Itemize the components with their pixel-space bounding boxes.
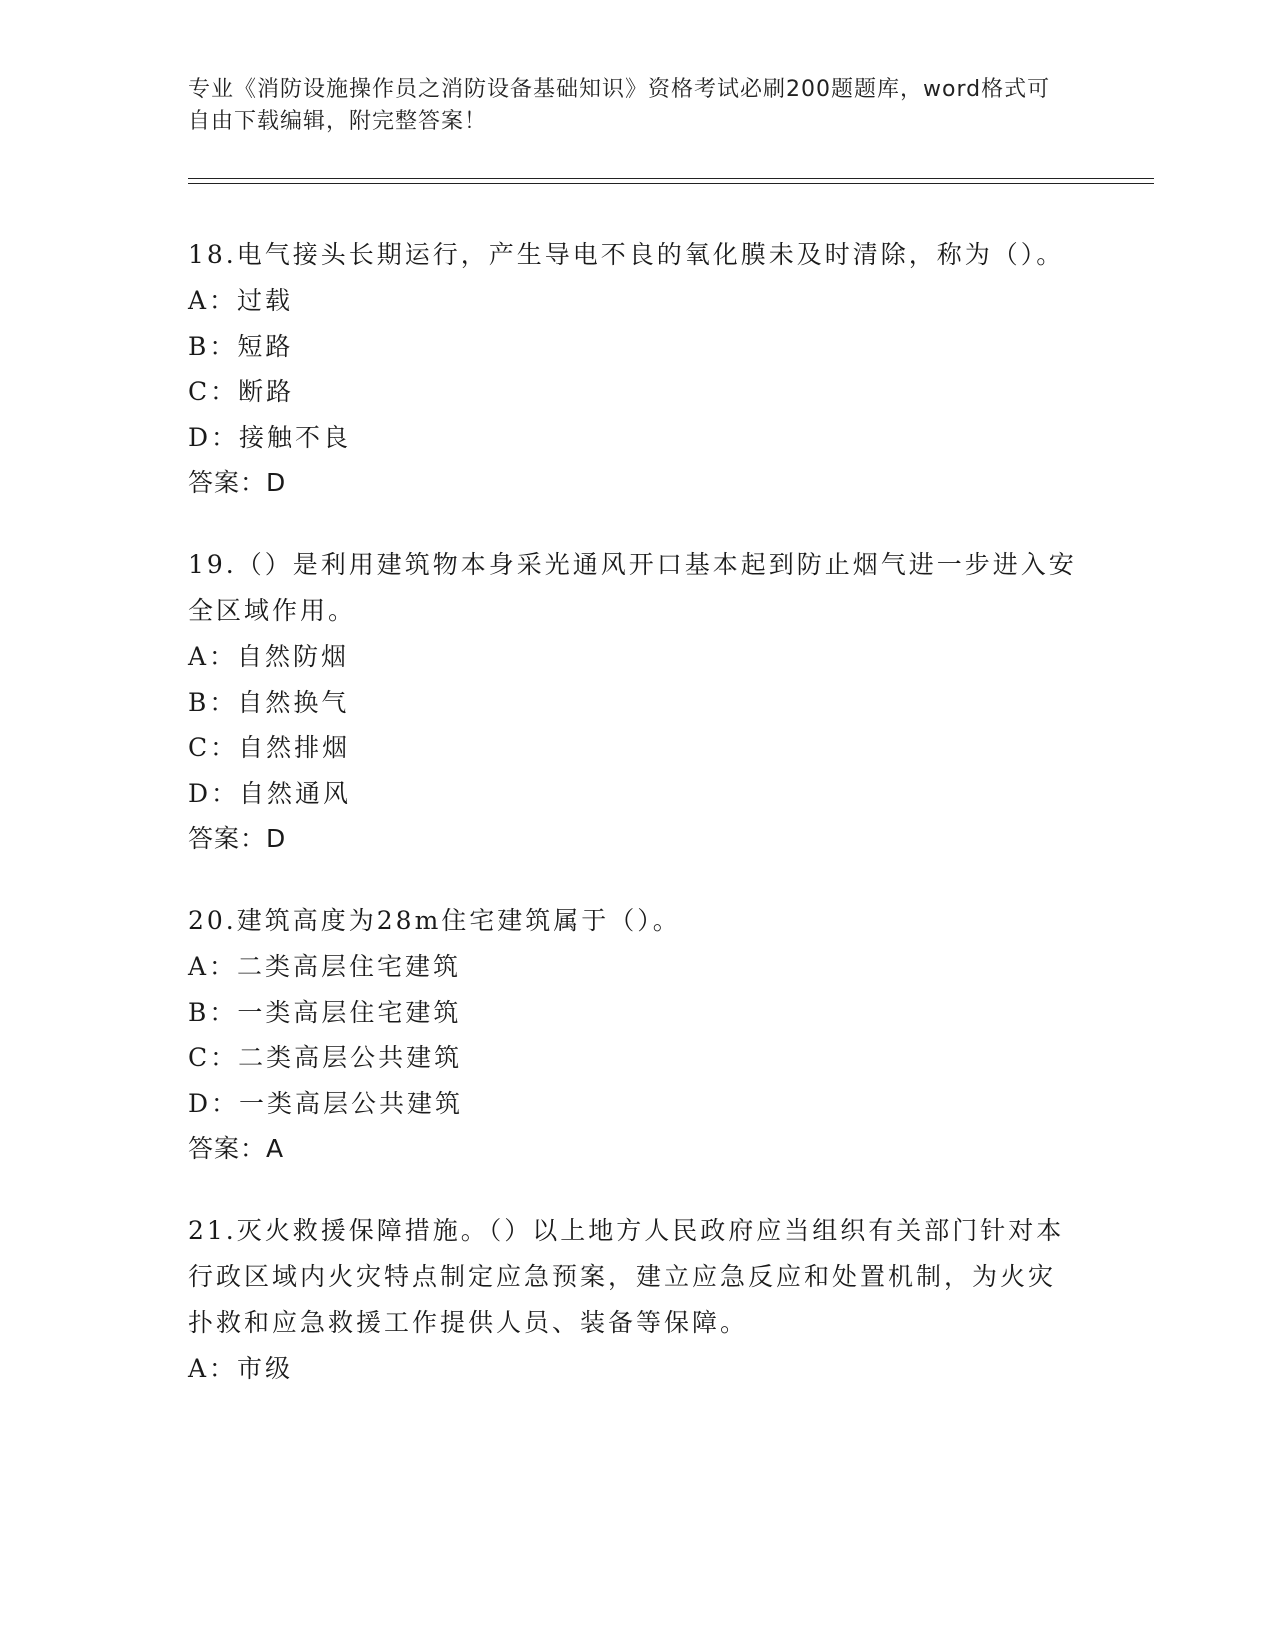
option-c: C：自然排烟 xyxy=(188,733,351,762)
question-20 xyxy=(188,898,1078,1172)
answer: 答案：A xyxy=(188,1134,285,1163)
option-a: A：二类高层住宅建筑 xyxy=(188,952,462,981)
option-a: A：过载 xyxy=(188,286,294,315)
option-b: B：自然换气 xyxy=(188,687,350,717)
option-d: D：一类高层公共建筑 xyxy=(188,1088,464,1118)
answer: 答案：D xyxy=(188,824,287,853)
question-text: 21.灭火救援保障措施。（）以上地方人民政府应当组织有关部门针对本行政区域内火灾特点制定应急预案，建立应急反应和处置机制，为火灾扑救和应急救援工作提供人员、装备等保障。 xyxy=(188,1216,1065,1337)
option-b: B：一类高层住宅建筑 xyxy=(188,997,462,1027)
document-header: 专业《消防设施操作员之消防设备基础知识》资格考试必刷200题题库，word格式可自由下载编辑，附完整答案！ xyxy=(188,77,1051,134)
question-text: 18.电气接头长期运行，产生导电不良的氧化膜未及时清除，称为（）。 xyxy=(188,240,1065,269)
question-21 xyxy=(188,1208,1078,1392)
question-text: 20.建筑高度为28m住宅建筑属于（）。 xyxy=(188,906,681,935)
question-19 xyxy=(188,542,1078,862)
option-d: D：接触不良 xyxy=(188,422,352,452)
header-divider-top xyxy=(188,178,1154,179)
option-a: A：自然防烟 xyxy=(188,642,350,671)
option-c: C：二类高层公共建筑 xyxy=(188,1043,463,1072)
answer: 答案：D xyxy=(188,468,287,497)
header-divider-bottom xyxy=(188,183,1154,184)
question-list xyxy=(188,232,1078,1428)
option-a: A：市级 xyxy=(188,1354,294,1383)
option-d: D：自然通风 xyxy=(188,778,352,808)
option-b: B：短路 xyxy=(188,331,294,361)
question-text: 19.（）是利用建筑物本身采光通风开口基本起到防止烟气进一步进入安全区域作用。 xyxy=(188,550,1077,625)
option-c: C：断路 xyxy=(188,377,295,406)
question-18 xyxy=(188,232,1078,506)
